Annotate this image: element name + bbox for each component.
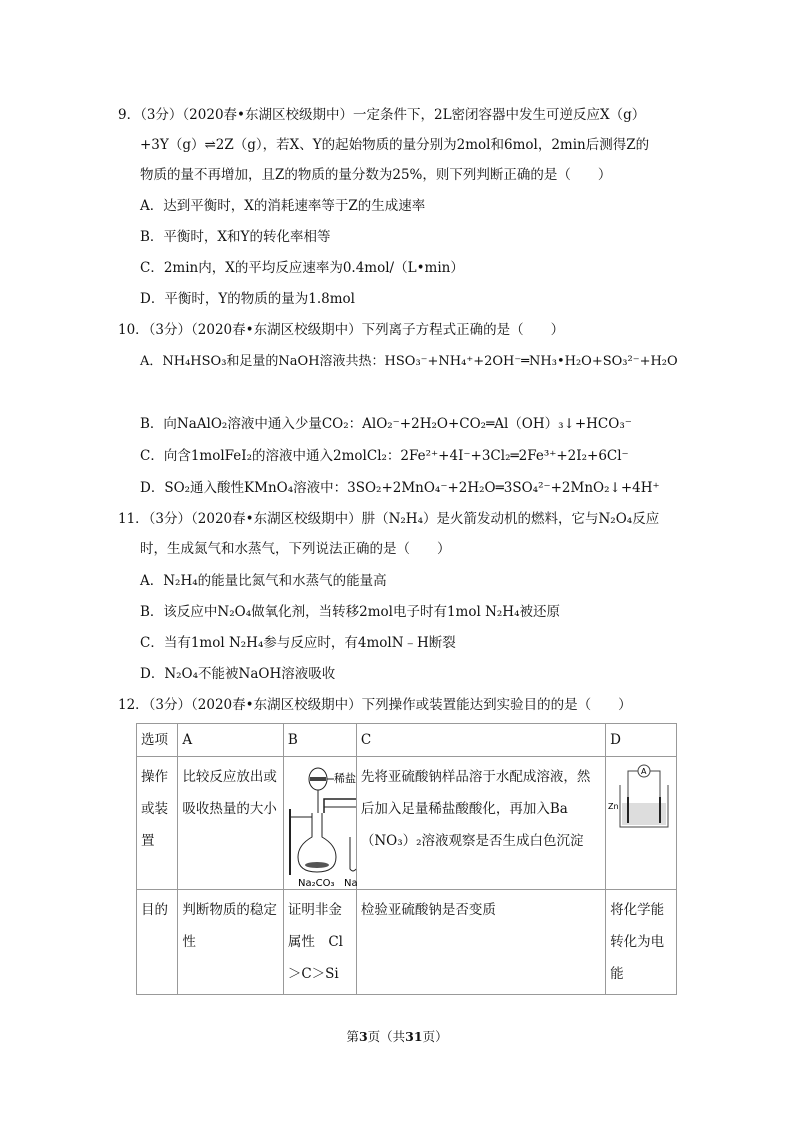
cell-c-operation: 先将亚硫酸钠样品溶于水配成溶液，然后加入足量稀盐酸酸化，再加入Ba（NO₃）₂溶液观察是否生成白色沉淀 [356,757,605,890]
table-row-operation [137,757,677,890]
header-option: 选项 [137,724,178,757]
q10-option-c: C．向含1molFeI₂的溶液中通入2molCl₂：2Fe²⁺+4I⁻+3Cl₂═2Fe³⁺+2I₂+6Cl⁻ [140,448,629,464]
table-row-purpose [137,890,677,995]
q9-stem-line2: +3Y（g）⇌2Z（g），若X、Y的起始物质的量分别为2mol和6mol，2min后测得Z的 [140,137,650,153]
q12-stem: 12．（3分）（2020春•东湖区校级期中）下列操作或装置能达到实验目的的是（ ） [118,697,632,713]
header-d: D [606,724,677,757]
footer-middle: 页（共 [367,1029,406,1044]
table-header-row [137,724,677,757]
cell-b-purpose: 证明非金属性 Cl＞C＞Si [283,890,356,995]
tube-label: Na [343,878,358,889]
q9-option-b: B．平衡时，X和Y的转化率相等 [140,229,331,245]
q11-option-c: C．当有1mol N₂H₄参与反应时，有4molN﹣H断裂 [140,635,456,651]
flask-label: Na₂CO₃ [297,878,335,889]
row-label-operation: 操作或装置 [137,757,178,890]
q11-option-b: B．该反应中N₂O₄做氧化剂，当转移2mol电子时有1mol N₂H₄被还原 [140,604,560,620]
q10-option-a: A．NH₄HSO₃和足量的NaOH溶液共热：HSO₃⁻+NH₄⁺+2OH⁻═NH₃•H₂O+SO₃²⁻+H₂O [140,354,678,369]
header-b: B [283,724,356,757]
footer-suffix: 页） [422,1029,448,1044]
q11-stem-line1: 11．（3分）（2020春•东湖区校级期中）肼（N₂H₄）是火箭发动机的燃料，它与N₂O₄反应 [118,511,660,527]
footer-prefix: 第 [346,1029,359,1044]
q9-stem-line1: 9．（3分）（2020春•东湖区校级期中）一定条件下，2L密闭容器中发生可逆反应X（g） [118,107,646,123]
zn-label: Zn [608,802,619,811]
q9-option-d: D．平衡时，Y的物质的量为1.8mol [140,291,355,307]
footer-total-pages: 31 [405,1029,423,1044]
q11-option-d: D．N₂O₄不能被NaOH溶液吸收 [140,666,336,682]
cell-d-purpose: 将化学能转化为电能 [606,890,677,995]
apparatus-b-figure [284,757,358,889]
ammeter-label: A [641,767,647,776]
cell-a-operation: 比较反应放出或吸收热量的大小 [178,757,283,890]
footer-page-number: 3 [358,1029,368,1044]
q11-option-a: A．N₂H₄的能量比氮气和水蒸气的能量高 [140,573,387,589]
apparatus-d-figure [606,757,672,837]
row-label-purpose: 目的 [137,890,178,995]
cell-a-purpose: 判断物质的稳定性 [178,890,283,995]
q9-stem-line3: 物质的量不再增加，且Z的物质的量分数为25%，则下列判断正确的是（ ） [140,167,612,183]
header-c: C [356,724,605,757]
cell-c-purpose: 检验亚硫酸钠是否变质 [356,890,605,995]
page-footer [0,1027,794,1045]
q12-table [136,723,677,995]
q10-option-d: D．SO₂通入酸性KMnO₄溶液中：3SO₂+2MnO₄⁻+2H₂O═3SO₄²⁻+2MnO₂↓+4H⁺ [140,480,660,496]
cell-b-apparatus [283,757,356,890]
q11-stem-line2: 时，生成氮气和水蒸气，下列说法正确的是（ ） [140,541,451,557]
q9-option-c: C．2min内，X的平均反应速率为0.4mol/（L•min） [140,260,464,276]
q10-option-b: B．向NaAlO₂溶液中通入少量CO₂：AlO₂⁻+2H₂O+CO₂═Al（OH）₃↓+HCO₃⁻ [140,416,632,432]
header-a: A [178,724,283,757]
q9-option-a: A．达到平衡时，X的消耗速率等于Z的生成速率 [140,198,426,214]
cell-d-apparatus [606,757,677,890]
acid-label: 稀盐 [333,772,356,785]
q10-stem: 10．（3分）（2020春•东湖区校级期中）下列离子方程式正确的是（ ） [118,322,565,338]
